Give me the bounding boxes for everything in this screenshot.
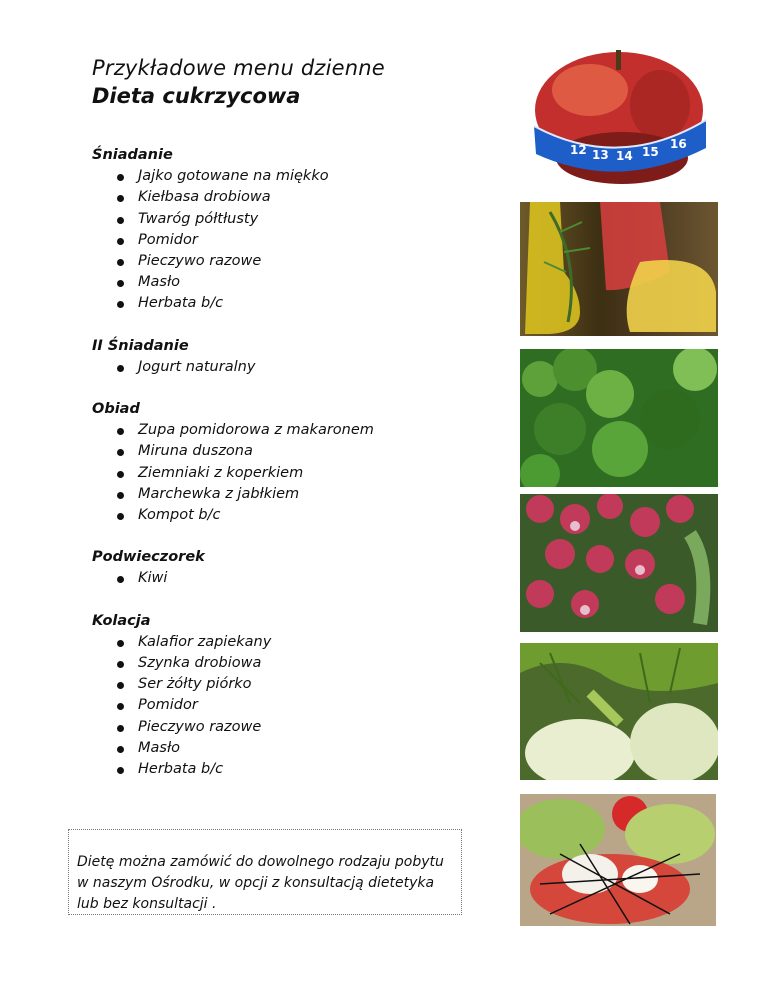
menu-item: Miruna duszona <box>92 441 512 462</box>
section-lunch <box>92 399 512 526</box>
section-title: Śniadanie <box>92 147 173 163</box>
menu-item: Herbata b/c <box>92 759 512 780</box>
oil-bottles-photo <box>520 202 718 336</box>
section-second-breakfast <box>92 336 512 378</box>
menu-list <box>92 145 512 801</box>
tape-number: 13 <box>592 148 609 162</box>
section-dinner <box>92 611 512 781</box>
menu-item: Marchewka z jabłkiem <box>92 484 512 505</box>
section-title: Podwieczorek <box>92 549 205 566</box>
section-breakfast <box>92 145 512 315</box>
menu-item: Masło <box>92 738 512 759</box>
tape-number: 15 <box>642 145 659 159</box>
menu-item: Pieczywo razowe <box>92 717 512 738</box>
order-note-box <box>68 829 462 915</box>
menu-item: Szynka drobiowa <box>92 653 512 674</box>
tape-number: 16 <box>670 137 687 151</box>
menu-item: Ziemniaki z koperkiem <box>92 463 512 484</box>
menu-item: Kalafior zapiekany <box>92 632 512 653</box>
menu-item: Masło <box>92 272 512 293</box>
apple-icon <box>530 50 708 192</box>
tape-number: 14 <box>616 149 633 163</box>
section-title: Obiad <box>92 401 140 418</box>
apple-measuring-tape-photo <box>530 50 708 192</box>
order-note-text: Dietę można zamówić do dowolnego rodzaju pobytu w naszym Ośrodku, w opcji z konsultacją dietetyka lub bez konsultacji . <box>77 854 444 912</box>
section-title: II Śniadanie <box>92 337 189 354</box>
menu-item: Twaróg półtłusty <box>92 209 512 230</box>
menu-item: Kompot b/c <box>92 505 512 526</box>
radishes-photo <box>520 494 718 632</box>
page-title-line1: Przykładowe menu dzienne <box>92 56 385 80</box>
herbs-photo <box>520 349 718 487</box>
section-title: Kolacja <box>92 612 151 629</box>
menu-item: Ser żółty piórko <box>92 674 512 695</box>
menu-item: Pomidor <box>92 695 512 716</box>
tape-number: 12 <box>570 143 587 157</box>
menu-item: Jogurt naturalny <box>92 357 512 378</box>
menu-item: Pieczywo razowe <box>92 251 512 272</box>
menu-item: Pomidor <box>92 230 512 251</box>
menu-item: Herbata b/c <box>92 293 512 314</box>
menu-item: Zupa pomidorowa z makaronem <box>92 420 512 441</box>
menu-item: Jajko gotowane na miękko <box>92 166 512 187</box>
menu-item: Kiwi <box>92 568 512 589</box>
section-afternoon-snack <box>92 547 512 589</box>
page-title-line2: Dieta cukrzycowa <box>92 84 301 108</box>
menu-item: Kiełbasa drobiowa <box>92 187 512 208</box>
fennel-photo <box>520 643 718 780</box>
stuffed-tomato-dish-photo <box>520 794 716 926</box>
